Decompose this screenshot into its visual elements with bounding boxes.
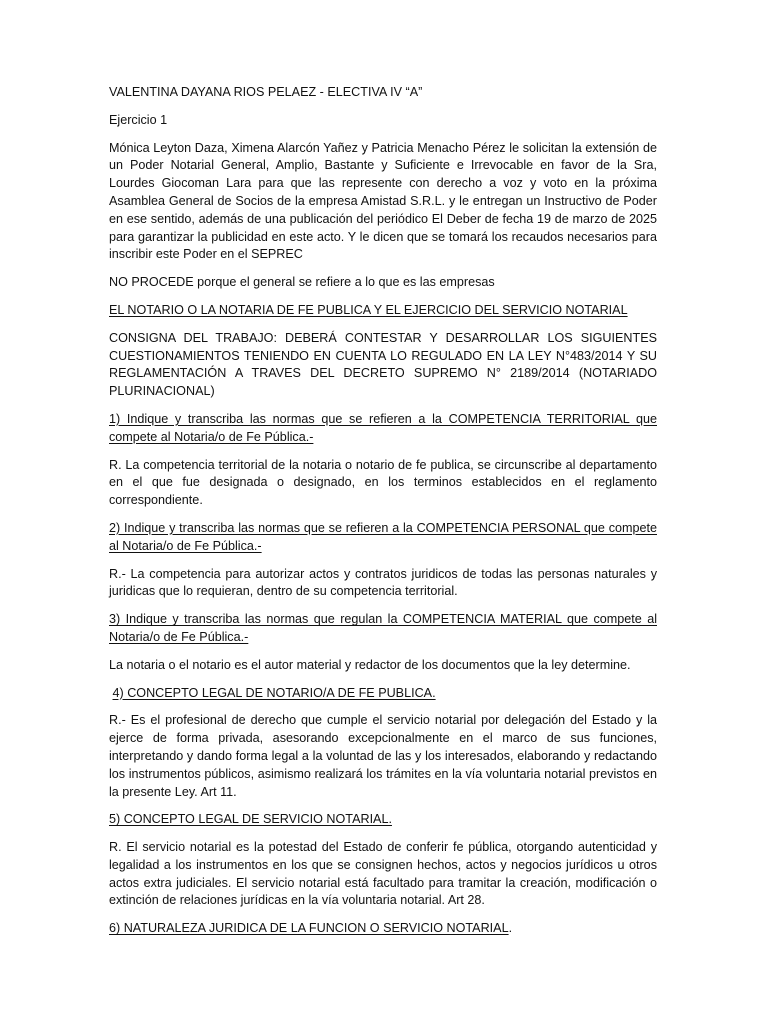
question-2: 2) Indique y transcriba las normas que se refieren a la COMPETENCIA PERSONAL que compete al Notaria/o de Fe Pública.- [109, 520, 657, 553]
question-6: 6) NATURALEZA JURIDICA DE LA FUNCION O SERVICIO NOTARIAL [109, 921, 509, 936]
answer-2: R.- La competencia para autorizar actos y contratos juridicos de todas las personas naturales y juridicas que lo requieran, dentro de su competencia territorial. [109, 566, 657, 599]
question-6-line [109, 920, 657, 938]
question-5: 5) CONCEPTO LEGAL DE SERVICIO NOTARIAL. [109, 812, 392, 827]
question-4-line [109, 685, 657, 703]
case-answer: NO PROCEDE porque el general se refiere a lo que es las empresas [109, 275, 495, 290]
question-3: 3) Indique y transcriba las normas que regulan la COMPETENCIA MATERIAL que compete al Notaria/o de Fe Pública.- [109, 612, 657, 644]
answer-5: R. El servicio notarial es la potestad del Estado de conferir fe pública, otorgando autenticidad y legalidad a los instrumentos en los que se consignen hechos, actos y negocios jurídicos u otros actos extra judiciales. El servicio notarial está facultado para tramitar la creación, modificación o extinción de relaciones jurídicas en la vía voluntaria notarial. Art 28. [109, 840, 657, 908]
answer-3: La notaria o el notario es el autor material y redactor de los documentos que la ley determine. [109, 657, 631, 672]
case-paragraph: Mónica Leyton Daza, Ximena Alarcón Yañez y Patricia Menacho Pérez le solicitan la extensión de un Poder Notarial General, Amplio, Bastante y Suficiente e Irrevocable en favor de la Sra, Lourdes Giocoman Lara para que las represente con derecho a voz y voto en la próxima Asamblea General de Socios de la empresa Amistad S.R.L. y le entregan un Instructivo de Poder en ese sentido, además de una publicación del periódico El Deber de fecha 19 de marzo de 2025 para garantizar la publicidad en este acto. Y le dicen que se tomará los recaudos necesarios para inscribir este Poder en el SEPREC [109, 140, 657, 262]
question-4: 4) CONCEPTO LEGAL DE NOTARIO/A DE FE PUBLICA. [112, 685, 436, 700]
question-1: 1) Indique y transcriba las normas que se refieren a la COMPETENCIA TERRITORIAL que compete al Notaria/o de Fe Pública.- [109, 411, 657, 444]
section-title: EL NOTARIO O LA NOTARIA DE FE PUBLICA Y EL EJERCICIO DEL SERVICIO NOTARIAL [109, 302, 628, 317]
answer-1: R. La competencia territorial de la notaria o notario de fe publica, se circunscribe al departamento en el que fue designada o designado, en los terminos establecidos en el reglamento correspondiente. [109, 457, 657, 508]
exercise-label: Ejercicio 1 [109, 112, 168, 127]
question-6-period: . [508, 921, 513, 936]
document-header: VALENTINA DAYANA RIOS PELAEZ - ELECTIVA IV “A” [109, 85, 423, 99]
answer-4: R.- Es el profesional de derecho que cumple el servicio notarial por delegación del Estado y la ejerce de forma privada, asesorando excepcionalmente en el marco de sus funciones, interpretando y dando forma legal a la voluntad de las y los interesados, elaborando y redactando los instrumentos públicos, asimismo realizará los trámites en la vía voluntaria notarial previstos en la presente Ley. Art 11. [109, 713, 657, 799]
instructions-paragraph: CONSIGNA DEL TRABAJO: DEBERÁ CONTESTAR Y DESARROLLAR LOS SIGUIENTES CUESTIONAMIENTOS TENIENDO EN CUENTA LO REGULADO EN LA LEY N°483/2014 Y SU REGLAMENTACIÓN A TRAVES DEL DECRETO SUPREMO N° 2189/2014 (NOTARIADO PLURINACIONAL) [109, 330, 657, 399]
